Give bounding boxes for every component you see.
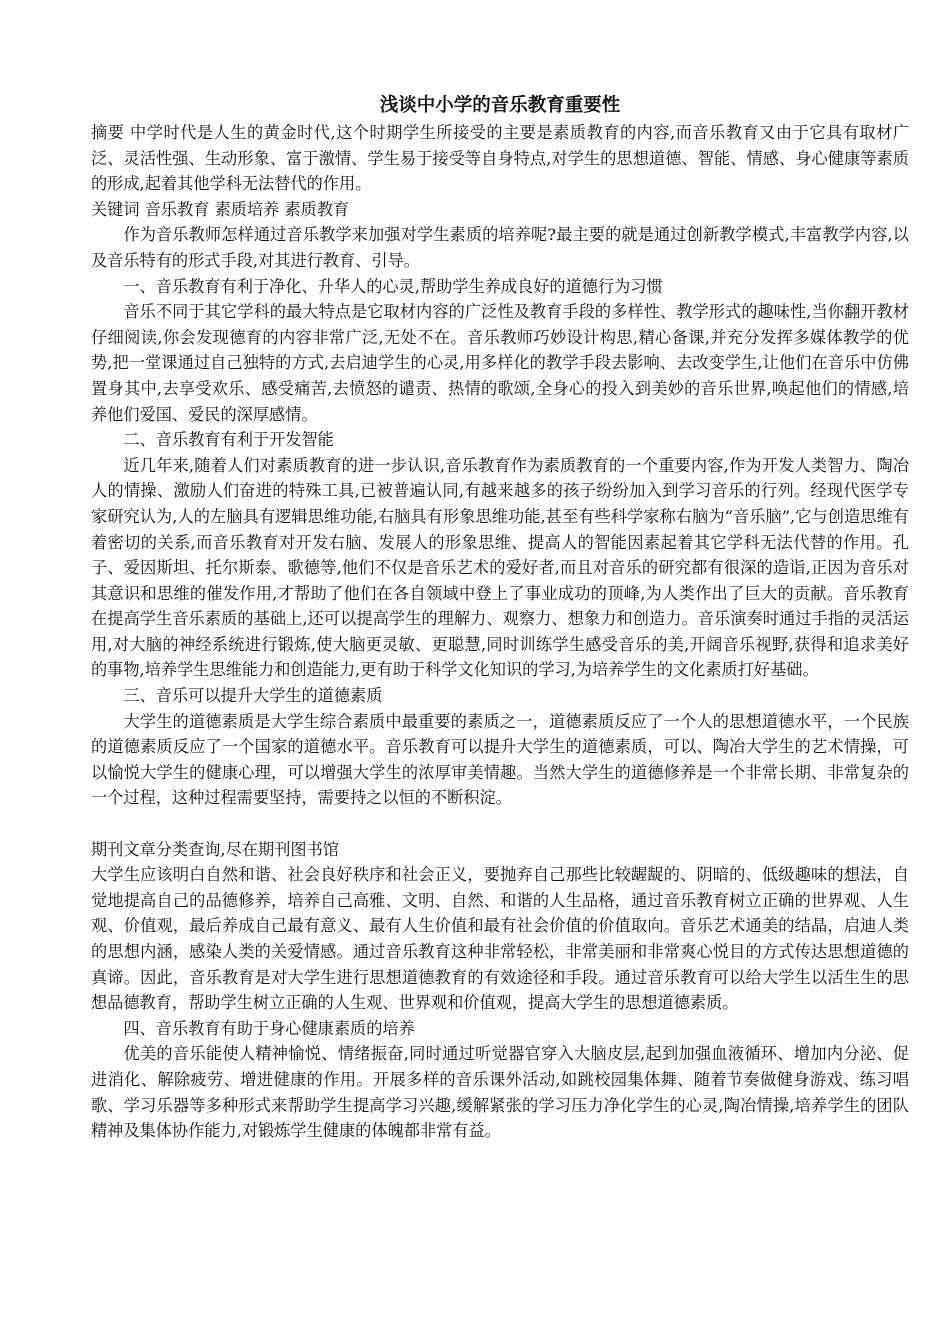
section-heading-1: 一、音乐教育有利于净化、升华人的心灵,帮助学生养成良好的道德行为习惯 bbox=[123, 276, 663, 296]
section-heading-4: 四、音乐教育有助于身心健康素质的培养 bbox=[123, 1018, 415, 1038]
section-paragraph-4: 优美的音乐能使人精神愉悦、情绪振奋,同时通过听觉器官穿入大脑皮层,起到加强血液循环、增加内分泌、促进消化、解除疲劳、增进健康的作用。开展多样的音乐课外活动,如跳校园集体舞、随着节奏做健身游戏、练习唱歌、学习乐器等多种形式来帮助学生提高学习兴趣,缓解紧张的学习压力净化学生的心灵,陶冶情操,培养学生的团队精神及集体协作能力,对锻炼学生健康的体魄都非常有益。 bbox=[91, 1044, 909, 1141]
journal-note: 期刊文章分类查询,尽在期刊图书馆 bbox=[91, 839, 339, 859]
section-paragraph-1: 音乐不同于其它学科的最大特点是它取材内容的广泛性及教育手段的多样性、教学形式的趣味性,当你翻开教材仔细阅读,你会发现德育的内容非常广泛,无处不在。音乐教师巧妙设计构思,精心备课,并充分发挥多媒体教学的优势,把一堂课通过自己独特的方式,去启迪学生的心灵,用多样化的教学手段去影响、去改变学生,让他们在音乐中仿佛置身其中,去享受欢乐、感受痛苦,去愤怒的谴责、热情的歌颂,全身心的投入到美妙的音乐世界,唤起他们的情感,培养他们爱国、爱民的深厚感情。 bbox=[91, 302, 909, 424]
section-heading-2: 二、音乐教育有利于开发智能 bbox=[123, 430, 334, 450]
section-paragraph-3b: 大学生应该明白自然和谐、社会良好秩序和社会正义，要抛弃自己那些比较龌龊的、阴暗的、低级趣味的想法，自觉地提高自己的品德修养，培养自己高雅、文明、自然、和谐的人生品格，通过音乐教育树立正确的世界观、人生观、价值观，最后养成自己最有意义、最有人生价值和最有社会价值的价值取向。音乐艺术通美的结晶，启迪人类的思想内涵，感染人类的关爱情感。通过音乐教育这种非常轻松，非常美丽和非常爽心悦目的方式传达思想道德的真谛。因此，音乐教育是对大学生进行思想道德教育的有效途径和手段。通过音乐教育可以给大学生以活生生的思想品德教育，帮助学生树立正确的人生观、世界观和价值观，提高大学生的思想道德素质。 bbox=[91, 865, 909, 1013]
section-paragraph-2: 近几年来,随着人们对素质教育的进一步认识,音乐教育作为素质教育的一个重要内容,作为开发人类智力、陶冶人的情操、激励人们奋进的特殊工具,已被普遍认同,有越来越多的孩子纷纷加入到学习音乐的行列。经现代医学专家研究认为,人的左脑具有逻辑思维功能,右脑具有形象思维功能,甚至有些科学家称右脑为“音乐脑”,它与创造思维有着密切的关系,而音乐教育对开发右脑、发展人的形象思维、提高人的智能因素起着其它学科无法代替的作用。孔子、爱因斯坦、托尔斯泰、歌德等,他们不仅是音乐艺术的爱好者,而且对音乐的研究都有很深的造诣,正因为音乐对其意识和思维的催发作用,才帮助了他们在各自领域中登上了事业成功的顶峰,为人类作出了巨大的贡献。音乐教育在提高学生音乐素质的基础上,还可以提高学生的理解力、观察力、想象力和创造力。音乐演奏时通过手指的灵活运用,对大脑的神经系统进行锻炼,使大脑更灵敏、更聪慧,同时训练学生感受音乐的美,开阔音乐视野,获得和追求美好的事物,培养学生思维能力和创造能力,更有助于科学文化知识的学习,为培养学生的文化素质打好基础。 bbox=[91, 455, 909, 680]
intro-paragraph: 作为音乐教师怎样通过音乐教学来加强对学生素质的培养呢?最主要的就是通过创新教学模式,丰富教学内容,以及音乐特有的形式手段,对其进行教育、引导。 bbox=[91, 225, 909, 270]
section-paragraph-3: 大学生的道德素质是大学生综合素质中最重要的素质之一，道德素质反应了一个人的思想道德水平，一个民族的道德素质反应了一个国家的道德水平。音乐教育可以提升大学生的道德素质，可以、陶冶大学生的艺术情操，可以愉悦大学生的健康心理，可以增强大学生的浓厚审美情趣。当然大学生的道德修养是一个非常长期、非常复杂的一个过程，这种过程需要坚持，需要持之以恒的不断积淀。 bbox=[91, 711, 909, 808]
document-page bbox=[91, 92, 909, 1144]
keywords-line: 关键词 音乐教育 素质培养 素质教育 bbox=[91, 199, 350, 219]
abstract-paragraph: 摘要 中学时代是人生的黄金时代,这个时期学生所接受的主要是素质教育的内容,而音乐教育又由于它具有取材广泛、灵活性强、生动形象、富于激情、学生易于接受等自身特点,对学生的思想道德、智能、情感、身心健康等素质的形成,起着其他学科无法替代的作用。 bbox=[91, 123, 909, 194]
page-title: 浅谈中小学的音乐教育重要性 bbox=[379, 95, 621, 116]
section-heading-3: 三、音乐可以提升大学生的道德素质 bbox=[123, 686, 383, 706]
blank-line bbox=[91, 811, 909, 837]
